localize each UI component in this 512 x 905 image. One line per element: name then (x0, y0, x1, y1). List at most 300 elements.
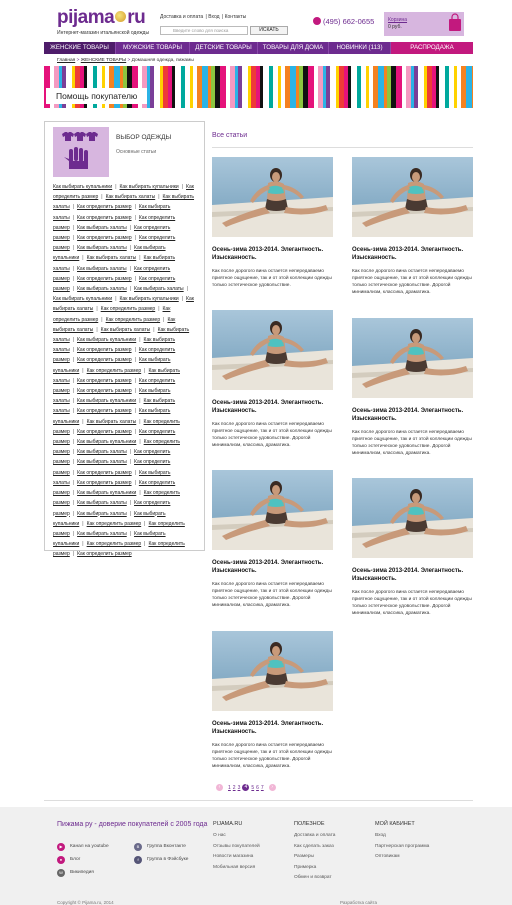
article-photo[interactable] (352, 478, 473, 558)
stripe (351, 66, 357, 108)
footer-social-link[interactable]: Канал на youtube (70, 844, 109, 849)
link-separator: | (139, 418, 141, 425)
link-separator: | (72, 265, 75, 272)
sidebar-article-link[interactable]: Как выбирать халаты (77, 245, 127, 252)
sidebar-article-link[interactable]: Как выбирать халаты (53, 296, 194, 313)
stripe (432, 66, 436, 108)
sidebar-article-link[interactable]: Как выбирать халаты (86, 255, 137, 262)
stripe (378, 66, 384, 108)
stripe (175, 66, 181, 108)
stripe (344, 66, 348, 108)
footer-link[interactable]: Мобильная версия (213, 864, 256, 870)
article-title[interactable]: Осень-зима 2013-2014. Элегантность. Изысканность. (352, 247, 464, 261)
stripe (439, 66, 445, 108)
link-separator: | (158, 194, 160, 201)
link-separator: | (139, 398, 141, 405)
page-link[interactable]: 3 (237, 784, 241, 791)
pagination (212, 784, 280, 791)
stripe (369, 66, 373, 108)
stripe (461, 66, 466, 108)
link-separator: | (72, 377, 75, 384)
topnav-contacts[interactable]: Контакты (224, 14, 247, 20)
stripe (290, 66, 296, 108)
link-separator: | (134, 388, 136, 395)
sidebar-article-link[interactable]: Как выбирать халаты (77, 530, 127, 537)
sidebar-article-link[interactable]: Как выбирать халаты (53, 204, 171, 221)
article-card (352, 157, 474, 295)
link-separator: | (72, 347, 75, 354)
footer-social-link[interactable]: Блог (70, 857, 81, 862)
sidebar-article-link[interactable]: Как определить размер (77, 377, 132, 384)
blog-icon[interactable]: ● (57, 856, 65, 864)
stripe (260, 66, 263, 108)
link-separator: | (129, 530, 132, 537)
top-nav: Доставка и оплата | Вход | Контакты (160, 14, 247, 20)
link-separator: | (139, 490, 141, 497)
main-nav (44, 42, 473, 54)
article-description: Как после дорогого вина остается непередаваемо приятное ощущение, так и от этой коллекции одежды только эстетическое удовольствие. Дорогой минимализм, классика, драматика. (212, 743, 332, 769)
link-separator: | (72, 500, 75, 507)
content-divider (44, 800, 473, 801)
link-separator: | (158, 306, 160, 313)
stripe (160, 66, 163, 108)
stripe (318, 66, 323, 108)
link-separator: | (134, 377, 136, 384)
article-title[interactable]: Осень-зима 2013-2014. Элегантность. Изысканность. (352, 568, 464, 582)
sidebar-article-link[interactable]: Как определить размер (77, 469, 132, 476)
sidebar-article-link[interactable]: Как определить размер (53, 449, 171, 466)
link-separator: | (186, 286, 188, 293)
stripe (314, 66, 318, 108)
prev-page-icon[interactable]: ‹ (216, 784, 223, 791)
stripe (242, 66, 248, 108)
sidebar-article-link[interactable]: Как выбирать халаты (77, 224, 127, 231)
sidebar-article-link[interactable]: Как определить размер (105, 316, 161, 323)
sidebar-article-link[interactable]: Как определить размер (77, 235, 132, 242)
link-separator: | (72, 408, 75, 415)
sidebar-article-link[interactable]: Как выбирать купальники (53, 510, 166, 527)
stripe (181, 66, 185, 108)
sidebar-article-link[interactable]: Как определить размер (77, 275, 132, 282)
link-separator: | (101, 316, 103, 323)
stripe (193, 66, 197, 108)
link-separator: | (134, 357, 136, 364)
footer-column-title: МОЙ КАБИНЕТ (375, 821, 415, 827)
nav-item-5[interactable]: РАСПРОДАЖА (391, 42, 473, 54)
stripe (454, 66, 457, 108)
sidebar-article-link[interactable]: Как определить размер (53, 418, 180, 435)
stripe (391, 66, 396, 108)
sidebar-article-link[interactable]: Как определить размер (86, 541, 142, 548)
stripe (190, 66, 193, 108)
link-separator: | (134, 275, 136, 282)
clothing-hand-icon (53, 127, 109, 177)
link-separator: | (72, 490, 75, 497)
article-card (212, 157, 334, 288)
link-separator: | (181, 184, 184, 190)
sidebar-article-link[interactable]: Как определить размер (53, 275, 176, 293)
sidebar-article-link[interactable]: Как определить размер (53, 224, 171, 242)
facebook-icon[interactable]: f (134, 856, 142, 864)
link-separator: | (82, 520, 84, 527)
stripe (424, 66, 427, 108)
sidebar-article-link[interactable]: Как определить размер (53, 347, 176, 364)
stripe (281, 66, 285, 108)
sidebar-article-link[interactable]: Как выбирать купальники (53, 245, 166, 262)
stripe (384, 66, 387, 108)
footer-link[interactable]: Вход (375, 833, 386, 838)
link-separator: | (134, 347, 136, 354)
sidebar-article-link[interactable]: Как выбирать халаты (100, 326, 151, 333)
article-photo[interactable] (212, 470, 333, 550)
sidebar-title: ВЫБОР ОДЕЖДЫ (116, 134, 172, 141)
nav-item-2[interactable]: ДЕТСКИЕ ТОВАРЫ (190, 42, 258, 54)
footer-link[interactable]: Оптовикам (375, 854, 400, 859)
stripe (396, 66, 402, 108)
shopping-bag-icon[interactable] (448, 13, 462, 32)
breadcrumb-home[interactable]: Главная (57, 58, 76, 63)
wikipedia-icon[interactable]: W (57, 869, 65, 877)
stripe (202, 66, 208, 108)
stripe (402, 66, 406, 108)
page-link[interactable]: 4 (242, 784, 249, 791)
stripe (323, 66, 326, 108)
vk-icon[interactable]: В (134, 843, 142, 851)
stripe (427, 66, 432, 108)
article-description: Как после дорогого вина остается непередаваемо приятное ощущение, так и от этой коллекции одежды только эстетическое удовольствие. Дорогой минимализм, классика, драматика. (352, 590, 472, 616)
sidebar-article-link[interactable]: Как выбирать халаты (134, 286, 184, 293)
sidebar-article-link[interactable]: Как выбирать халаты (86, 418, 137, 425)
stripe (449, 66, 454, 108)
site-logo[interactable]: pijama ru (57, 7, 146, 28)
sidebar-article-link[interactable]: Как выбирать халаты (77, 459, 127, 466)
search-input[interactable]: Введите слово для поиска (160, 26, 248, 35)
footer-link[interactable]: Обмен и возврат (294, 875, 332, 880)
sidebar-article-link[interactable]: Как выбирать купальники (77, 490, 137, 497)
sidebar-links (53, 182, 195, 560)
nav-item-4[interactable]: НОВИНКИ (113) (329, 42, 391, 54)
stripe (215, 66, 220, 108)
footer-link[interactable]: О нас (213, 833, 226, 838)
link-separator: | (72, 459, 75, 466)
link-separator: | (82, 255, 84, 262)
stripe (411, 66, 414, 108)
page-link[interactable]: 1 (228, 784, 231, 791)
sidebar-article-link[interactable]: Как выбирать купальники (53, 530, 166, 548)
sidebar-article-link[interactable]: Как определить размер (53, 265, 171, 282)
sidebar-article-link[interactable]: Как выбирать халаты (53, 367, 180, 384)
sidebar-article-link[interactable]: Как выбирать халаты (77, 265, 127, 272)
sidebar-article-link[interactable]: Как выбирать халаты (53, 326, 190, 344)
cart-link[interactable]: Корзина (388, 17, 408, 23)
clothing-icon-box (53, 127, 109, 177)
sidebar-article-link[interactable]: Как выбирать купальники (119, 184, 179, 190)
page-link[interactable]: 2 (232, 784, 236, 791)
footer-title: Пижама ру - доверие покупателей с 2005 года (57, 821, 208, 828)
link-separator: | (72, 551, 75, 558)
sidebar-article-link[interactable]: Как определить размер (77, 479, 132, 486)
breadcrumb-section[interactable]: ЖЕНСКИЕ ТОВАРЫ (80, 58, 127, 63)
article-card (352, 318, 474, 456)
sidebar-article-link[interactable]: Как выбирать халаты (53, 337, 176, 354)
stripe (466, 66, 472, 108)
sidebar-article-link[interactable]: Как выбирать купальники (53, 357, 171, 374)
link-separator: | (72, 286, 75, 293)
logo-dot-icon (115, 11, 126, 22)
link-separator: | (134, 214, 136, 221)
sidebar-article-link[interactable]: Как выбирать халаты (77, 286, 127, 293)
link-separator: | (181, 296, 184, 303)
link-separator: | (72, 428, 75, 435)
sidebar-article-link[interactable]: Как определить размер (53, 490, 180, 507)
topnav-login[interactable]: Вход (208, 14, 220, 20)
sidebar-article-link[interactable]: Как выбирать купальники (77, 398, 137, 405)
link-separator: | (163, 316, 165, 323)
link-separator: | (129, 510, 132, 517)
article-photo[interactable] (352, 157, 473, 237)
footer-link[interactable]: Доставка и оплата (294, 833, 336, 838)
footer-link[interactable]: Размеры (294, 854, 314, 859)
sidebar-article-link[interactable]: Как определить размер (53, 184, 194, 201)
sidebar-article-link[interactable]: Как определить размер (53, 541, 185, 558)
sidebar-subtitle: Основные статьи (116, 149, 157, 155)
article-description: Как после дорогого вина остается непередаваемо приятное ощущение, так и от этой коллекции одежды только эстетическое удовольствие. Дорогой минимализм, классика, драматика. (352, 269, 472, 295)
sidebar-article-link[interactable]: Как определить размер (77, 214, 132, 221)
sidebar-article-link[interactable]: Как определить размер (53, 459, 171, 476)
article-photo[interactable] (212, 310, 333, 390)
page-link[interactable]: 5 (251, 784, 255, 791)
footer-copyright: Copyright © Pijama.ru, 2014 (57, 900, 114, 905)
page-link[interactable]: 6 (256, 784, 259, 791)
link-separator: | (115, 296, 117, 303)
link-separator: | (72, 469, 75, 476)
footer-link[interactable]: Как сделать заказ (294, 843, 334, 849)
sidebar-article-link[interactable]: Как выбирать купальники (77, 337, 137, 344)
stripe (366, 66, 369, 108)
tagline: Интернет-магазин итальянской одежды (57, 30, 150, 36)
article-title[interactable]: Осень-зима 2013-2014. Элегантность. Изысканность. (212, 560, 324, 574)
sidebar-article-link[interactable]: Как выбирать купальники (53, 184, 113, 190)
link-separator: | (129, 265, 131, 272)
nav-item-1[interactable]: МУЖСКИЕ ТОВАРЫ (116, 42, 190, 54)
stripe (150, 66, 154, 108)
footer-social-link[interactable]: Группа в Фэйсбуке (147, 857, 189, 862)
stripe (235, 66, 238, 108)
article-title[interactable]: Осень-зима 2013-2014. Элегантность. Изысканность. (212, 400, 324, 414)
link-separator: | (72, 204, 75, 211)
link-separator: | (129, 449, 132, 456)
link-separator: | (139, 337, 141, 344)
footer-link[interactable]: Примерка (294, 864, 317, 870)
link-separator: | (72, 275, 75, 282)
link-separator: | (72, 449, 75, 456)
sidebar-article-link[interactable]: Как определить размер (77, 347, 132, 354)
article-card (212, 631, 334, 769)
sidebar-article-link[interactable]: Как определить размер (77, 357, 132, 364)
sidebar-article-link[interactable]: Как выбирать купальники (119, 296, 179, 303)
article-photo[interactable] (212, 157, 333, 237)
sidebar-article-link[interactable]: Как определить размер (53, 439, 180, 456)
article-description: Как после дорогого вина остается непередаваемо приятное ощущение, так и от этой коллекции одежды только эстетическое удовольствие. (212, 269, 332, 288)
stripe (273, 66, 278, 108)
stripe (436, 66, 439, 108)
sidebar-article-link[interactable]: Как определить размер (100, 306, 156, 313)
sidebar-article-link[interactable]: Как выбирать халаты (53, 316, 176, 333)
stripe (185, 66, 190, 108)
link-separator: | (72, 479, 75, 486)
stripe (208, 66, 211, 108)
link-separator: | (134, 204, 136, 211)
sidebar-article-link[interactable]: Как выбирать купальники (53, 408, 171, 425)
sidebar-article-link[interactable]: Как определить размер (86, 367, 142, 374)
stripe (163, 66, 168, 108)
footer-link[interactable]: Новости магазина (213, 854, 254, 859)
sidebar-article-link[interactable]: Как выбирать халаты (53, 398, 176, 415)
link-separator: | (72, 245, 75, 252)
link-separator: | (96, 326, 98, 333)
stripe (278, 66, 281, 108)
stripe (230, 66, 235, 108)
footer-link[interactable]: Партнерская программа (375, 843, 430, 849)
stripe (285, 66, 290, 108)
article-photo[interactable] (352, 318, 473, 398)
footer-link[interactable]: Отзывы покупателей (213, 843, 260, 849)
footer-developer[interactable]: Разработка сайта (340, 900, 378, 905)
link-separator: | (72, 235, 75, 242)
stripe (269, 66, 273, 108)
link-separator: | (82, 367, 84, 374)
youtube-icon[interactable]: ▶ (57, 843, 65, 851)
sidebar-article-link[interactable]: Как выбирать халаты (77, 449, 127, 456)
article-card (212, 310, 334, 448)
breadcrumb-current: Домашняя одежда, пижамы (131, 58, 194, 63)
article-card (352, 478, 474, 616)
stripe (445, 66, 449, 108)
page-link[interactable]: 7 (260, 784, 264, 791)
stripe (387, 66, 391, 108)
footer-social-link[interactable]: Группа Вконтакте (147, 844, 186, 849)
footer-column-title: ПОЛЕЗНОЕ (294, 821, 325, 827)
stripe (303, 66, 308, 108)
link-separator: | (134, 469, 136, 476)
article-description: Как после дорогого вина остается непередаваемо приятное ощущение, так и от этой коллекции одежды только эстетическое удовольствие. Дорогой минимализм, классика, драматика. (212, 582, 332, 608)
stripe (197, 66, 202, 108)
stripe (326, 66, 330, 108)
sidebar-article-link[interactable]: Как выбирать халаты (53, 469, 171, 486)
sidebar-article-link[interactable]: Как определить размер (53, 214, 176, 231)
stripe (418, 66, 424, 108)
sidebar-article-link[interactable]: Как выбирать халаты (77, 500, 127, 507)
link-separator: | (72, 357, 75, 364)
link-separator: | (82, 541, 84, 548)
breadcrumb: Главная > ЖЕНСКИЕ ТОВАРЫ > Домашняя одежда, пижамы (57, 58, 194, 63)
link-separator: | (139, 439, 141, 446)
link-separator: | (129, 224, 132, 231)
sidebar-article-link[interactable]: Как определить размер (77, 388, 132, 395)
sidebar-article-link[interactable]: Как выбирать халаты (53, 388, 171, 405)
sidebar-article-link[interactable]: Как определить размер (53, 306, 171, 323)
stripe (154, 66, 160, 108)
article-description: Как после дорогого вина остается непередаваемо приятное ощущение, так и от этой коллекции одежды только эстетическое удовольствие. Дорогой минимализм, классика, драматика. (212, 422, 332, 448)
sidebar-article-link[interactable]: Как определить размер (53, 479, 176, 497)
article-title[interactable]: Осень-зима 2013-2014. Элегантность. Изысканность. (212, 247, 324, 261)
articles-divider (212, 147, 473, 148)
link-separator: | (129, 286, 132, 293)
stripe (168, 66, 172, 108)
article-description: Как после дорогого вина остается непередаваемо приятное ощущение, так и от этой коллекции одежды только эстетическое удовольствие. Дорогой минимализм, классика, драматика. (352, 430, 472, 456)
stripe (339, 66, 344, 108)
link-separator: | (72, 224, 75, 231)
nav-item-3[interactable]: ТОВАРЫ ДЛЯ ДОМА (258, 42, 329, 54)
stripe (248, 66, 251, 108)
link-separator: | (96, 306, 98, 313)
sidebar-article-link[interactable]: Как определить размер (77, 408, 132, 415)
sidebar-article-link[interactable]: Как определить размер (53, 235, 176, 252)
sidebar-article-link[interactable]: Как выбирать халаты (77, 510, 127, 517)
link-separator: | (101, 194, 103, 201)
footer-social-link[interactable]: Википедия (70, 870, 94, 875)
sidebar-article-link[interactable]: Как определить размер (86, 520, 142, 527)
link-separator: | (129, 500, 132, 507)
stripe (308, 66, 314, 108)
sidebar-article-link[interactable]: Как определить размер (53, 377, 176, 395)
sidebar-article-link[interactable]: Как определить размер (53, 500, 171, 517)
stripe (414, 66, 418, 108)
sidebar-article-link[interactable]: Как выбирать халаты (53, 255, 176, 272)
link-separator: | (134, 428, 136, 435)
articles-heading: Все статьи (212, 132, 248, 139)
link-separator: | (144, 541, 146, 548)
link-separator: | (72, 214, 75, 221)
sidebar-article-link[interactable]: Как выбирать купальники (77, 439, 137, 446)
stripe (299, 66, 303, 108)
link-separator: | (129, 459, 132, 466)
sidebar-article-link[interactable]: Как определить размер (77, 204, 132, 211)
sidebar-article-link[interactable]: Как выбирать халаты (105, 194, 156, 201)
phone-number: (495) 662-0655 (313, 17, 374, 26)
article-title[interactable]: Осень-зима 2013-2014. Элегантность. Изысканность. (352, 408, 464, 422)
link-separator: | (129, 245, 132, 252)
sidebar-article-link[interactable]: Как определить размер (53, 520, 185, 537)
search-button[interactable]: ИСКАТЬ (250, 26, 288, 35)
stripe (472, 66, 473, 108)
stripe (336, 66, 339, 108)
link-separator: | (139, 255, 141, 262)
sidebar-article-link[interactable]: Как определить размер (53, 428, 176, 446)
article-title[interactable]: Осень-зима 2013-2014. Элегантность. Изысканность. (212, 721, 324, 735)
stripe (373, 66, 378, 108)
sidebar-article-link[interactable]: Как выбирать халаты (53, 194, 195, 211)
stripe (361, 66, 366, 108)
nav-item-0[interactable]: ЖЕНСКИЕ ТОВАРЫ (44, 42, 116, 54)
link-separator: | (144, 367, 146, 374)
article-photo[interactable] (212, 631, 333, 711)
link-separator: | (72, 388, 75, 395)
next-page-icon[interactable]: › (269, 784, 276, 791)
stripe (406, 66, 411, 108)
topnav-delivery[interactable]: Доставка и оплата (160, 14, 204, 20)
sidebar-article-link[interactable]: Как выбирать купальники (53, 296, 113, 303)
sidebar-article-link[interactable]: Как определить размер (77, 551, 132, 558)
sidebar-article-link[interactable]: Как определить размер (77, 428, 132, 435)
stripe (211, 66, 215, 108)
phone-icon (313, 17, 321, 25)
stripe (256, 66, 260, 108)
article-card (212, 470, 334, 608)
stripe (251, 66, 256, 108)
link-separator: | (115, 184, 117, 190)
footer-column-title: PIJAMA.RU (213, 821, 243, 827)
